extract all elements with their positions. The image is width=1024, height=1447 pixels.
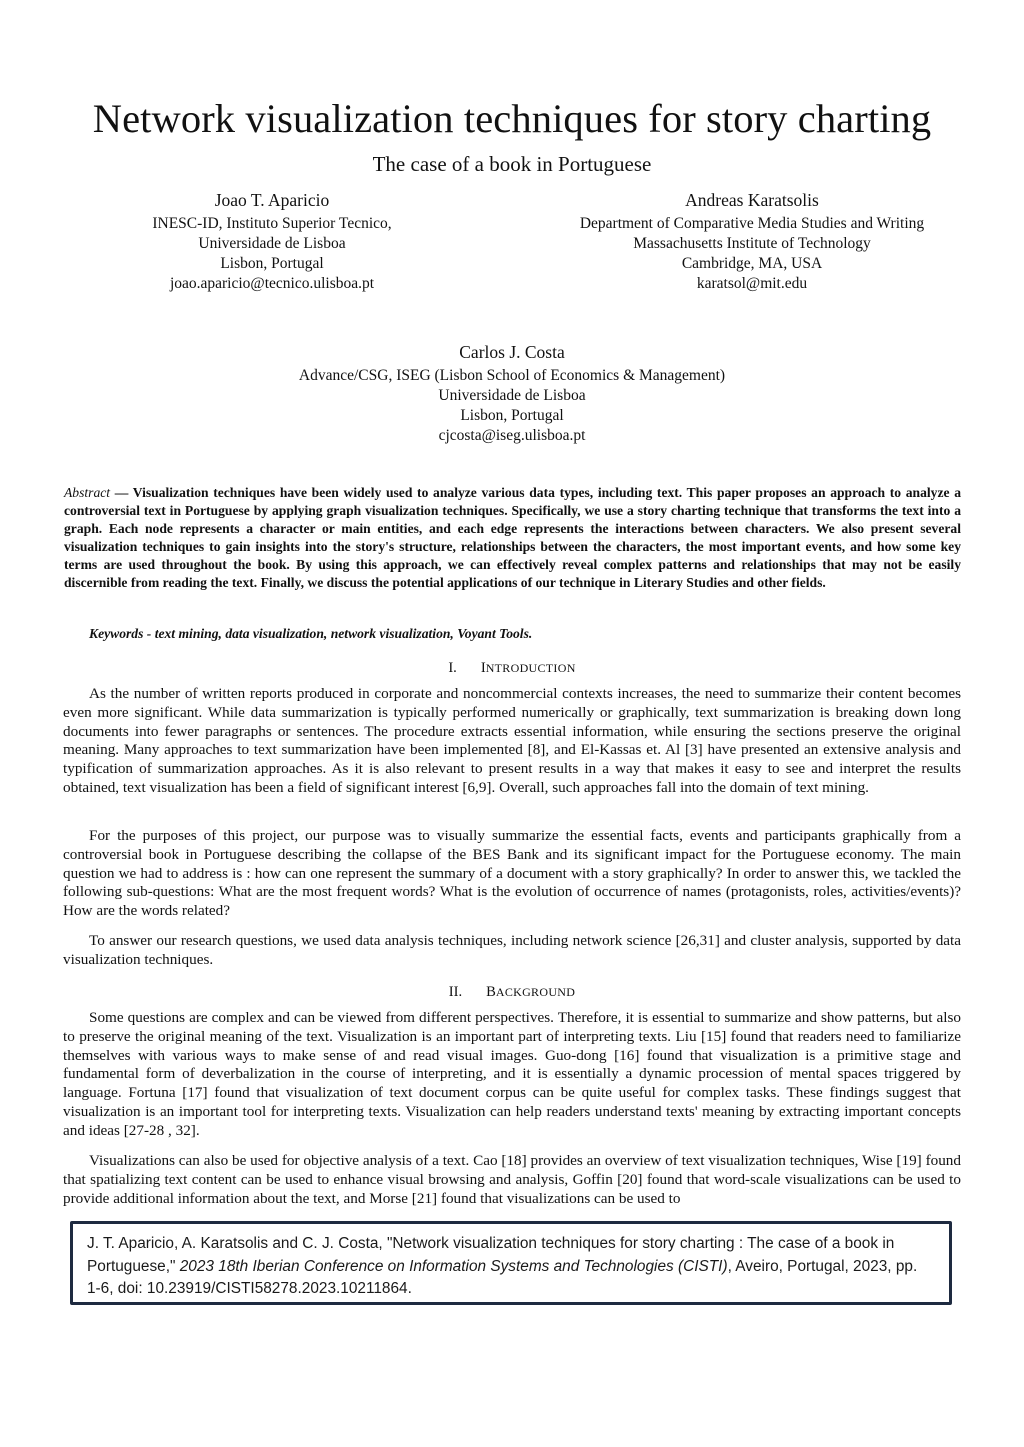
author-email: karatsol@mit.edu bbox=[696, 275, 808, 292]
author-name: Andreas Karatsolis bbox=[685, 190, 819, 210]
author-affiliation: Massachusetts Institute of Technology bbox=[633, 235, 871, 252]
section-title-initial: B bbox=[486, 984, 496, 1000]
body-paragraph: To answer our research questions, we used data analysis techniques, including network science [26,31] and cluster analysis, supported by data visualization techniques. bbox=[63, 932, 961, 968]
body-paragraph: Visualizations can also be used for objective analysis of a text. Cao [18] provides an overview of text visualization techniques, Wise [19] found that spatializing text content can be used to enhance visual browsing and analysis, Goffin [20] found that word-scale visualizations can be used to provide additional information about the text, and Morse [21] found that visualizations can be used to bbox=[63, 1152, 961, 1207]
author-email: cjcosta@iseg.ulisboa.pt bbox=[438, 427, 586, 444]
citation-text: J. T. Aparicio, A. Karatsolis and C. J. Costa, "Network visualization techniques for story charting : The case of a book in Portuguese," bbox=[87, 1235, 895, 1275]
author-location: Lisbon, Portugal bbox=[460, 407, 564, 424]
section-heading-background bbox=[0, 983, 1024, 1001]
keywords: Keywords - text mining, data visualization, network visualization, Voyant Tools. bbox=[89, 626, 533, 641]
section-number: II. bbox=[448, 984, 463, 1000]
body-paragraph: As the number of written reports produced in corporate and noncommercial contexts increases, the need to summarize their content becomes even more significant. While data summarization is typically performed numerically or graphically, text summarization is breaking down long documents into fewer paragraphs or sentences. The procedure extracts essential information, while ensuring the sections preserve the original meaning. Many approaches to text summarization have been implemented [8], and El-Kassas et. Al [3] have presented an extensive analysis and typification of summarization approaches. As it is also relevant to present results in a way that makes it easy to see and interpret the results obtained, text visualization has been a field of significant interest [6,9]. Overall, such approaches fall into the domain of text mining. bbox=[63, 685, 961, 796]
author-location: Lisbon, Portugal bbox=[220, 255, 324, 272]
citation-box bbox=[70, 1221, 952, 1305]
paper-title: Network visualization techniques for story charting bbox=[92, 96, 932, 141]
author-name: Joao T. Aparicio bbox=[214, 190, 330, 210]
body-paragraph: Some questions are complex and can be viewed from different perspectives. Therefore, it is essential to summarize and show patterns, but also to preserve the original meaning of the text. Visualization is an important part of interpreting texts. Liu [15] found that readers need to familiarize themselves with various ways to make sense of and read visual images. Guo-dong [16] found that visualization is a primitive stage and fundamental form of deverbalization in the course of interpreting, and it is essentially a dynamic procession of mental spaces triggered by language. Fortuna [17] found that visualization of text document corpus can be quite useful for complex tasks. These findings suggest that visualization is an important tool for interpreting texts. Visualization can help readers understand texts' meaning by extracting important concepts and ideas [27-28 , 32]. bbox=[63, 1009, 961, 1139]
author-affiliation: Universidade de Lisboa bbox=[198, 235, 346, 252]
section-title-rest: ACKGROUND bbox=[495, 985, 576, 999]
author-block-1 bbox=[92, 188, 452, 294]
citation-venue: 2023 18th Iberian Conference on Information Systems and Technologies (CISTI) bbox=[179, 1257, 728, 1275]
author-affiliation: Department of Comparative Media Studies and Writing bbox=[579, 215, 925, 232]
abstract-separator: — bbox=[110, 485, 133, 500]
author-affiliation: Advance/CSG, ISEG (Lisbon School of Economics & Management) bbox=[298, 367, 726, 384]
author-name: Carlos J. Costa bbox=[459, 342, 565, 362]
paper-subtitle: The case of a book in Portuguese bbox=[372, 152, 652, 176]
author-location: Cambridge, MA, USA bbox=[681, 255, 823, 272]
abstract-label: Abstract bbox=[64, 485, 111, 500]
section-title-rest: NTRODUCTION bbox=[485, 661, 576, 675]
abstract-text: Visualization techniques have been widely used to analyze various data types, including text. This paper proposes an approach to analyze a controversial text in Portuguese by applying graph visualization techniques. Specifically, we use a story charting technique that transforms the text into a graph. Each node represents a character or main entities, and each edge represents the interactions between characters. We also present several visualization techniques to gain insights into the story's structure, relationships between the characters, the most important events, and how some key terms are used throughout the book. By using this approach, we can effectively reveal complex patterns and relationships that may not be easily discernible from reading the text. Finally, we discuss the potential applications of our technique in Literary Studies and other fields. bbox=[64, 485, 961, 590]
abstract bbox=[64, 484, 961, 592]
section-title-initial: I bbox=[480, 660, 486, 676]
section-heading-introduction bbox=[0, 659, 1024, 677]
author-block-2 bbox=[532, 188, 972, 294]
section-number: I. bbox=[448, 660, 457, 676]
body-paragraph: For the purposes of this project, our purpose was to visually summarize the essential facts, events and participants graphically from a controversial book in Portuguese describing the collapse of the BES Bank and its significant impact for the Portuguese economy. The main question we had to address is : how can one represent the summary of a document with a story graphically? In order to answer this, we tackled the following sub-questions: What are the most frequent words? What is the evolution of occurrence of names (protagonists, roles, activities/events)? How are the words related? bbox=[63, 827, 961, 920]
author-block-3 bbox=[212, 340, 812, 446]
citation-details: , Aveiro, Portugal, 2023, pp. 1-6, doi: 10.23919/CISTI58278.2023.10211864. bbox=[87, 1257, 918, 1297]
author-affiliation: INESC-ID, Instituto Superior Tecnico, bbox=[152, 215, 392, 232]
author-affiliation: Universidade de Lisboa bbox=[438, 387, 586, 404]
author-email: joao.aparicio@tecnico.ulisboa.pt bbox=[169, 275, 375, 292]
